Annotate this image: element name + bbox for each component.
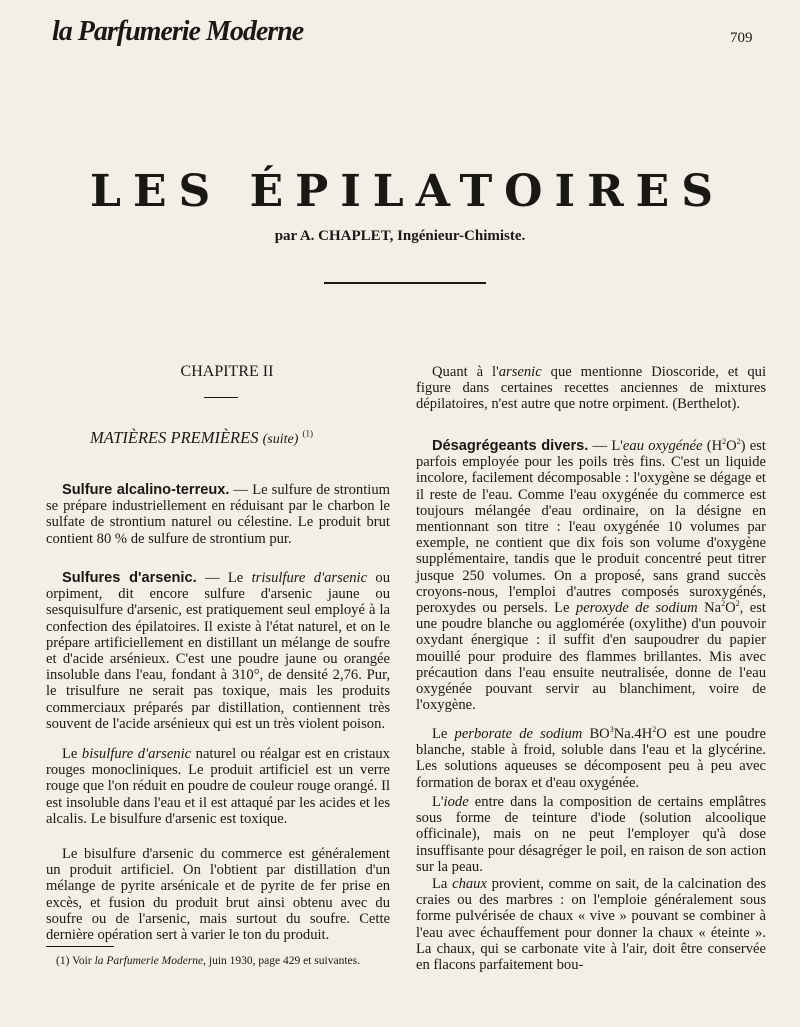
paragraph-italic: peroxyde de sodium (575, 600, 698, 617)
chapter-divider (204, 397, 238, 398)
article-byline: par A. CHAPLET, Ingénieur-Chimiste. (274, 228, 526, 244)
formula: Na (697, 600, 722, 617)
paragraph-italic: bisulfure d'arsenic (81, 746, 192, 762)
footnote-italic: la Parfumerie Moderne (94, 955, 204, 967)
paragraph-text: La (432, 876, 453, 892)
paragraph-text: entre dans la composition de certains emplâtres sous forme de teinture d'iode (solution alcoolique officinale), mais on ne peut l'employer qu'à dose insuffisante pour désagréger le poil, en raison de son action sur la peau. (416, 794, 766, 875)
footnote-text: Voir (69, 955, 95, 967)
paragraph-dioscoride (416, 364, 766, 413)
paragraph-lead: Désagrégeants divers. (432, 438, 589, 454)
paragraph-iode (416, 794, 766, 875)
chapter-label: CHAPITRE II (180, 363, 274, 380)
article-title: LES ÉPILATOIRES (90, 166, 725, 217)
formula: O (726, 438, 737, 454)
paragraph-text: O est une poudre blanche, stable à froid, soluble dans l'eau et la glycérine. Les solutions aqueuses se décomposent peu à peu avec formation de borax et d'eau oxygénée. (416, 726, 767, 791)
paragraph-text: — Le sulfure de strontium se prépare industriellement en réduisant par le charbon le sulfate de strontium naturel ou célestine. Le produit brut contient 80 % de sulfure de strontium pur. (46, 482, 390, 547)
page-number: 709 (730, 30, 753, 46)
paragraph-italic: eau oxygénée (622, 438, 703, 454)
footnote (56, 955, 396, 967)
formula: (H (702, 438, 723, 454)
title-divider (324, 282, 486, 284)
paragraph-arsenic-sulfides (46, 570, 390, 732)
masthead-logo: la Parfumerie Moderne (52, 16, 304, 47)
paragraph-commercial-bisulfide (46, 846, 390, 943)
paragraph-text: Le (432, 726, 455, 742)
formula: BO (582, 726, 610, 742)
paragraph-lead: Sulfures d'arsenic. (62, 570, 197, 586)
paragraph-italic: iode (443, 794, 469, 810)
paragraph-text: ou orpiment, dit encore sulfure d'arsenic jaune ou sesquisulfure d'arsenic, est pratiquement seul employé à la confection des épilatoires. Il existe à l'état naturel, et on le prépare artificiellement en distillant un mélange de soufre et d'acide arsénieux. C'est une poudre jaune ou orangée insoluble dans l'eau, fondant à 310°, de densité 2,76. Pur, le trisulfure ne serait pas toxique, mais les produits commerciaux préparés par distillation, contiennent très souvent de l'acide arsénieux qui est un très violent poison. (46, 570, 390, 732)
section-heading (90, 428, 313, 448)
paragraph-italic: arsenic (498, 364, 542, 380)
footnote-ref: (1) (302, 428, 313, 439)
formula: O (725, 600, 736, 617)
paragraph-italic: trisulfure d'arsenic (251, 570, 368, 586)
section-suite: (suite) (262, 432, 299, 447)
paragraph-strontium (46, 482, 390, 547)
formula-sup: 2 (722, 437, 727, 447)
footnote-marker: (1) (56, 955, 70, 967)
paragraph-text: — Le (196, 570, 252, 586)
paragraph-text: que mentionne Dioscoride, et qui figure dans certaines recettes anciennes de mixtures dépilatoires, n'est autre que notre orpiment. (Berthelot). (416, 364, 766, 413)
footnote-text: , juin 1930, page 429 et suivantes. (203, 955, 360, 967)
footnote-divider (46, 946, 114, 947)
paragraph-text: — L' (588, 438, 623, 454)
paragraph-lead: Sulfure alcalino-terreux. (62, 482, 230, 498)
formula: ) (740, 438, 746, 454)
paragraph-text: Le bisulfure d'arsenic du commerce est généralement un produit artificiel. On l'obtient par distillation d'un mélange de pyrite arsénicale et de pyrite de fer prise en excès, et fusion du produit brut ainsi obtenu avec du soufre ou de l'arsenic, mais surtout du soufre. Cette dernière opération sert à varier le ton du produit. (46, 846, 390, 944)
paragraph-text: provient, comme on sait, de la calcination des craies ou des marbres : on l'emploie généralement sous forme pulvérisée de chaux « vive » pouvant se combiner à l'eau avec échauffement pour donner la chaux « éteinte ». La chaux, qui se carbonate vite à l'air, doit être conservée en flacons parfaitement bou- (416, 876, 766, 974)
formula-sup: 2 (721, 599, 726, 609)
paragraph-text: , est une poudre blanche ou agglomérée (oxylithe) d'un pouvoir oxydant énergique : il suffit d'en saupoudrer du papier mouillé pour produire des flammes brillantes. Mis avec précaution dans l'eau ensuite neutralisée, donne de l'eau oxygénée pouvant servir au blanchiment, voire de l'oxygène. (416, 600, 766, 714)
paragraph-chaux (416, 876, 766, 973)
formula: Na.4H (613, 726, 653, 742)
paragraph-text: Le (62, 746, 82, 762)
paragraph-text: Quant à l' (432, 364, 499, 380)
section-title: MATIÈRES PREMIÈRES (90, 428, 259, 447)
paragraph-text: L' (432, 794, 444, 810)
paragraph-text: naturel ou réalgar est en cristaux rouges monocliniques. Le produit artificiel est un verre rouge que l'on réduit en poudre de couleur rouge orangé. Il est insoluble dans l'eau et il est attaqué par les acides et les alcalis. Le bisulfure d'arsenic est toxique. (46, 746, 390, 827)
paragraph-italic: chaux (452, 876, 487, 892)
paragraph-desagregeants (416, 438, 766, 713)
paragraph-italic: perborate de sodium (454, 726, 583, 742)
paragraph-text: est parfois employée pour les poils très fins. C'est un liquide incolore, facilement décomposable : l'oxygène se dégage et il reste de l'eau. Comme l'eau oxygénée du commerce est toujours mélangée d'eau ordinaire, on la désigne en mentionnant son titre : l'eau oxygénée 10 volumes par exemple, ne contient que dix fois son volume d'oxygène supplémentaire, tandis que le produit concentré peut titrer jusque 250 volumes. On a proposé, sans grand succès croyons-nous, l'emploi d'autres composés suroxygénés, peroxydes ou persels. Le (416, 438, 766, 617)
formula-sup: 3 (609, 725, 614, 735)
formula-sup: 2 (736, 437, 741, 447)
formula-sup: 2 (652, 725, 657, 735)
paragraph-perborate (416, 726, 766, 791)
paragraph-bisulfide (46, 746, 390, 827)
formula-sup: 2 (735, 599, 740, 609)
